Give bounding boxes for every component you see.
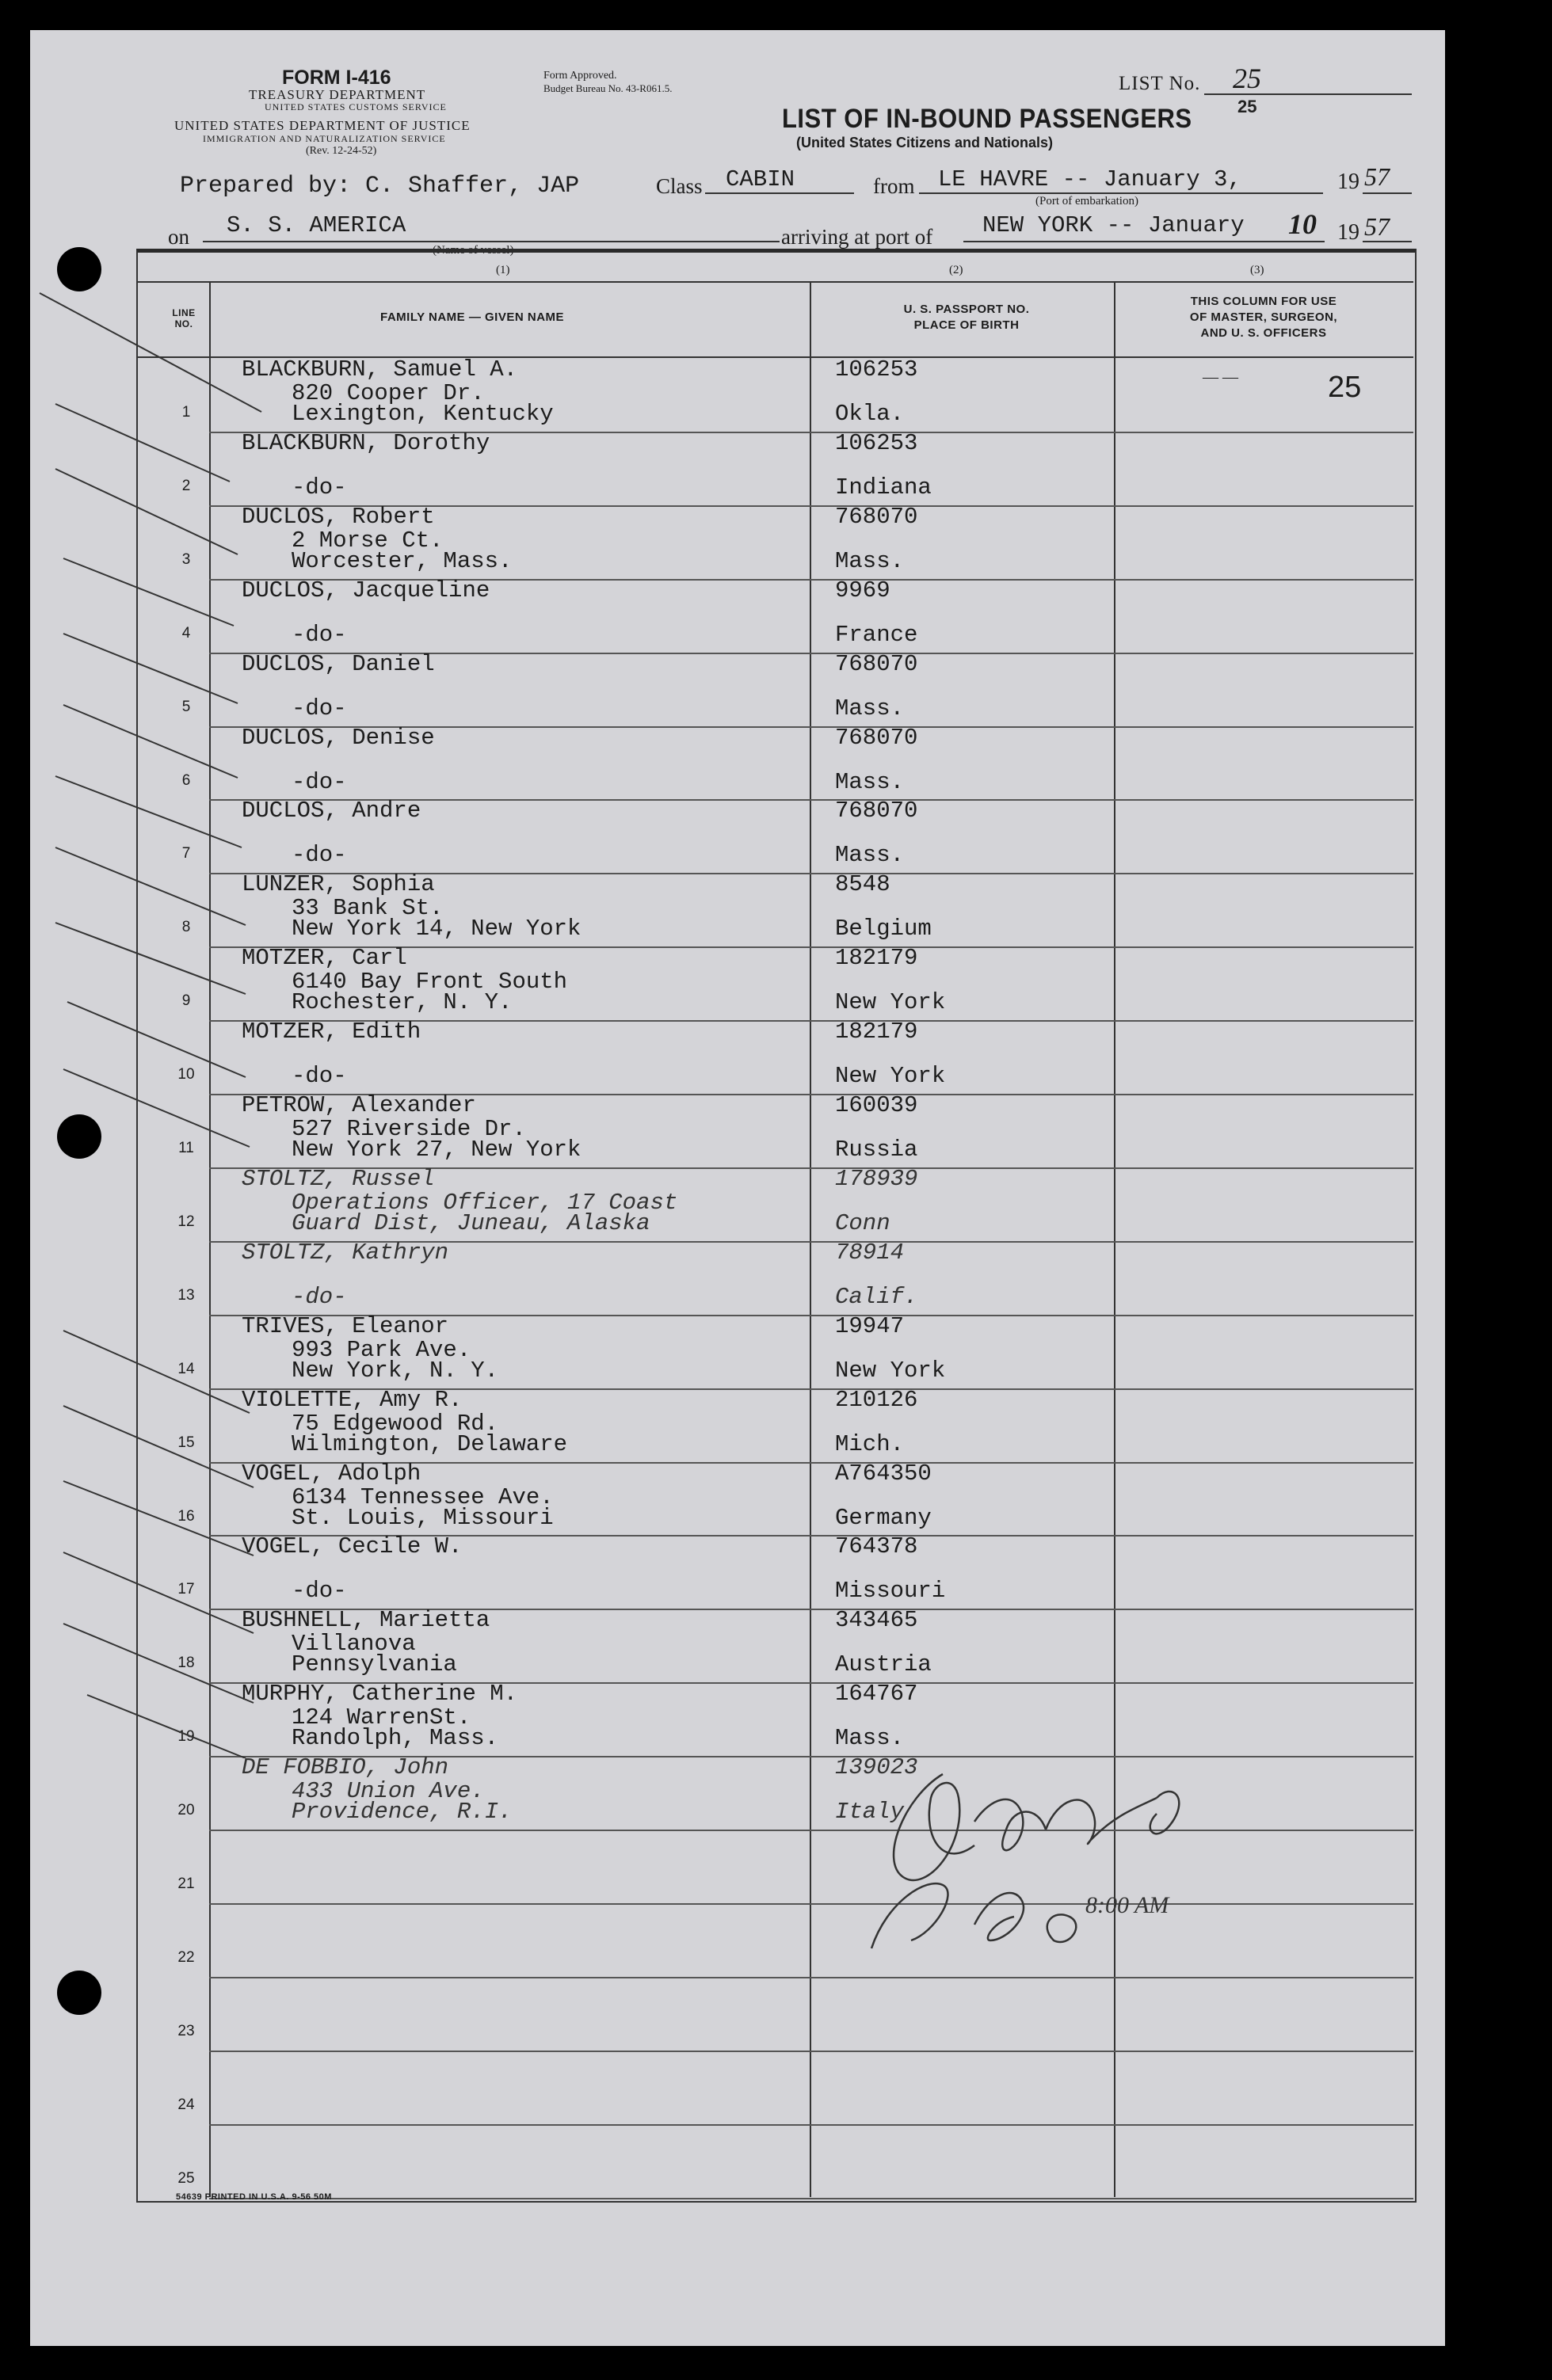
place-of-birth: Italy — [835, 1799, 905, 1826]
passport-number: 768070 — [835, 724, 918, 751]
vessel-underline — [203, 241, 780, 242]
header-top-line — [136, 281, 1413, 283]
passport-number: 182179 — [835, 945, 918, 972]
passenger-name: MOTZER, Carl — [242, 945, 407, 972]
place-of-birth: Mich. — [835, 1430, 905, 1457]
immigration-service: IMMIGRATION AND NATURALIZATION SERVICE — [203, 133, 446, 144]
place-of-birth: New York — [835, 989, 946, 1016]
class-underline — [705, 192, 854, 194]
passport-number: 764378 — [835, 1533, 918, 1560]
name-column-rule — [810, 281, 811, 2197]
passenger-address-line-2: Randolph, Mass. — [292, 1725, 499, 1752]
passport-number: 768070 — [835, 650, 918, 677]
passenger-address-line-2: New York, N. Y. — [292, 1357, 499, 1384]
place-of-birth: Belgium — [835, 916, 932, 942]
passenger-address-line-1: 75 Edgewood Rd. — [292, 1410, 499, 1437]
place-of-birth: Germany — [835, 1504, 932, 1531]
passenger-address-line-2: -do- — [292, 621, 347, 648]
passport-number: 164767 — [835, 1681, 918, 1708]
passenger-name: DUCLOS, Denise — [242, 724, 435, 751]
printing-footer: 54639 PRINTED IN U.S.A. 9-56 50M — [176, 2192, 332, 2202]
passport-number: 343465 — [835, 1607, 918, 1634]
place-of-birth: Austria — [835, 1651, 932, 1678]
list-no-underline — [1204, 93, 1412, 95]
line-number: 13 — [177, 1286, 195, 1304]
line-number: 8 — [181, 919, 191, 936]
passenger-address-line-1: 993 Park Ave. — [292, 1336, 471, 1363]
place-of-birth: Conn — [835, 1209, 890, 1236]
passenger-address-line-2: New York 14, New York — [292, 916, 582, 942]
header-officers-l1: THIS COLUMN FOR USE — [1190, 295, 1337, 308]
passport-number: 210126 — [835, 1386, 918, 1413]
document-subtitle: (United States Citizens and Nationals) — [796, 135, 1054, 150]
passport-number: 19947 — [835, 1312, 905, 1339]
line-number: 4 — [181, 624, 191, 642]
line-number: 21 — [177, 1875, 195, 1892]
line-number: 5 — [181, 698, 191, 715]
approval-line-1: Form Approved. — [543, 70, 617, 82]
passenger-name: DUCLOS, Robert — [242, 503, 435, 530]
line-number: 16 — [177, 1507, 195, 1525]
passenger-name: VOGEL, Adolph — [242, 1460, 421, 1487]
passenger-address-line-2: St. Louis, Missouri — [292, 1504, 554, 1531]
passenger-address-line-2: Worcester, Mass. — [292, 547, 513, 574]
line-number: 24 — [177, 2096, 195, 2113]
line-number: 25 — [177, 2169, 195, 2187]
line-number: 11 — [178, 1140, 194, 1156]
punch-hole — [57, 1971, 101, 2015]
row-divider — [209, 2198, 1413, 2199]
header-passport-l2: PLACE OF BIRTH — [913, 318, 1020, 332]
justice-department: UNITED STATES DEPARTMENT OF JUSTICE — [174, 118, 471, 133]
place-of-birth: Mass. — [835, 695, 905, 722]
passenger-name: DUCLOS, Andre — [242, 798, 421, 824]
line-number: 2 — [181, 477, 191, 494]
officer-note: 25 — [1328, 371, 1362, 404]
list-no-stamp: 25 — [1237, 97, 1257, 116]
header-family-name: FAMILY NAME — GIVEN NAME — [380, 310, 565, 324]
passenger-address-line-1: 6140 Bay Front South — [292, 969, 568, 996]
passport-number: 78914 — [835, 1239, 905, 1266]
class-value: CABIN — [726, 166, 795, 192]
passenger-address-line-1: 2 Morse Ct. — [292, 527, 444, 554]
passenger-address-line-2: Providence, R.I. — [292, 1799, 513, 1826]
line-number: 15 — [177, 1434, 195, 1451]
header-line-no: LINE NO. — [172, 307, 196, 329]
passenger-address-line-1: 6134 Tennessee Ave. — [292, 1483, 554, 1510]
passport-number: 768070 — [835, 503, 918, 530]
passenger-address-line-2: Rochester, N. Y. — [292, 989, 513, 1016]
form-number: FORM I-416 — [282, 67, 391, 89]
prepared-by: Prepared by: C. Shaffer, JAP — [180, 173, 580, 200]
place-of-birth: Missouri — [835, 1578, 946, 1605]
arrival-day: 10 — [1288, 208, 1317, 240]
passenger-address-line-1: 820 Cooper Dr. — [292, 380, 485, 406]
passenger-name: DE FOBBIO, John — [242, 1754, 449, 1781]
passenger-name: DUCLOS, Daniel — [242, 650, 435, 677]
passenger-name: STOLTZ, Kathryn — [242, 1239, 449, 1266]
passenger-name: BUSHNELL, Marietta — [242, 1607, 490, 1634]
header-officers-l3: AND U. S. OFFICERS — [1200, 326, 1327, 340]
passenger-address-line-1: 124 WarrenSt. — [292, 1704, 471, 1731]
passport-number: 178939 — [835, 1165, 918, 1192]
treasury-department: TREASURY DEPARTMENT — [249, 87, 426, 102]
passenger-name: MURPHY, Catherine M. — [242, 1681, 518, 1708]
document-title: LIST OF IN-BOUND PASSENGERS — [782, 103, 1192, 134]
passenger-address-line-2: Lexington, Kentucky — [292, 401, 554, 427]
place-of-birth: Mass. — [835, 547, 905, 574]
passenger-address-line-2: -do- — [292, 474, 347, 501]
place-of-birth: New York — [835, 1063, 946, 1090]
arrival-year-prefix: 19 — [1337, 220, 1359, 245]
line-number: 7 — [181, 845, 191, 863]
passport-number: 182179 — [835, 1019, 918, 1045]
row-divider — [209, 2051, 1413, 2052]
passenger-address-line-2: Pennsylvania — [292, 1651, 457, 1678]
passport-number: 106253 — [835, 356, 918, 383]
line-number: 17 — [177, 1581, 195, 1598]
passenger-name: TRIVES, Eleanor — [242, 1312, 449, 1339]
list-no-label: LIST No. — [1119, 73, 1201, 94]
passenger-address-line-1: 527 Riverside Dr. — [292, 1116, 526, 1142]
departure-year-prefix: 19 — [1337, 169, 1359, 194]
approval-line-2: Budget Bureau No. 43-R061.5. — [543, 82, 673, 94]
passport-number: A764350 — [835, 1460, 932, 1487]
line-number: 1 — [181, 404, 191, 421]
passport-number: 160039 — [835, 1092, 918, 1118]
passenger-name: DUCLOS, Jacqueline — [242, 577, 490, 604]
passenger-address-line-2: -do- — [292, 1063, 347, 1090]
line-number: 12 — [177, 1213, 195, 1230]
form-revision: (Rev. 12-24-52) — [306, 145, 377, 157]
line-number: 6 — [181, 771, 191, 789]
place-of-birth: Russia — [835, 1137, 918, 1163]
passenger-name: MOTZER, Edith — [242, 1019, 421, 1045]
departure-year: 57 — [1364, 162, 1390, 191]
passenger-address-line-2: -do- — [292, 1283, 347, 1310]
passport-number: 9969 — [835, 577, 890, 604]
passenger-address-line-2: New York 27, New York — [292, 1137, 582, 1163]
passenger-name: LUNZER, Sophia — [242, 871, 435, 898]
list-no-value: 25 — [1233, 63, 1261, 94]
port-caption: (Port of embarkation) — [1035, 195, 1138, 208]
class-label: Class — [656, 174, 703, 198]
passenger-name: BLACKBURN, Samuel A. — [242, 356, 518, 383]
passenger-address-line-2: -do- — [292, 768, 347, 795]
col-number-3: (3) — [1250, 264, 1264, 276]
passport-number: 139023 — [835, 1754, 918, 1781]
passenger-name: VIOLETTE, Amy R. — [242, 1386, 463, 1413]
place-of-birth: Mass. — [835, 842, 905, 869]
place-of-birth: New York — [835, 1357, 946, 1384]
vessel-name: S. S. AMERICA — [227, 212, 406, 238]
line-number: 23 — [177, 2022, 195, 2039]
line-number: 20 — [177, 1802, 195, 1819]
inspector-signature — [856, 1750, 1236, 1980]
line-number: 3 — [181, 550, 191, 568]
line-number: 22 — [177, 1948, 195, 1966]
passenger-address-line-2: Guard Dist, Juneau, Alaska — [292, 1209, 650, 1236]
arrival-year-underline — [1363, 241, 1412, 242]
passenger-address-line-1: Villanova — [292, 1631, 416, 1658]
passenger-name: BLACKBURN, Dorothy — [242, 429, 490, 456]
line-number: 19 — [177, 1728, 195, 1746]
passenger-address-line-1: Operations Officer, 17 Coast — [292, 1189, 678, 1216]
passport-number: 768070 — [835, 798, 918, 824]
passenger-address-line-1: 433 Union Ave. — [292, 1778, 485, 1805]
place-of-birth: Mass. — [835, 768, 905, 795]
passenger-address-line-2: -do- — [292, 842, 347, 869]
port-of-embarkation: LE HAVRE -- January 3, — [938, 166, 1241, 192]
passport-number: 8548 — [835, 871, 890, 898]
on-label: on — [168, 225, 189, 249]
vessel-caption: (Name of vessel) — [433, 244, 514, 257]
place-of-birth: France — [835, 621, 918, 648]
place-of-birth: Calif. — [835, 1283, 918, 1310]
line-number: 10 — [177, 1066, 195, 1083]
place-of-birth: Indiana — [835, 474, 932, 501]
header-passport-l1: U. S. PASSPORT NO. — [903, 303, 1030, 316]
arriving-label: arriving at port of — [781, 225, 933, 249]
col-number-1: (1) — [496, 264, 510, 276]
passenger-name: VOGEL, Cecile W. — [242, 1533, 463, 1560]
check-marks — [32, 285, 293, 1758]
place-of-birth: Mass. — [835, 1725, 905, 1752]
place-of-birth: Okla. — [835, 401, 905, 427]
passenger-address-line-1: 33 Bank St. — [292, 895, 444, 922]
line-number: 18 — [177, 1655, 195, 1672]
from-label: from — [873, 174, 915, 198]
passenger-address-line-2: -do- — [292, 695, 347, 722]
col-number-2: (2) — [949, 264, 963, 276]
line-number: 9 — [181, 992, 191, 1010]
signature-time: 8:00 AM — [1085, 1892, 1169, 1918]
arrival-year: 57 — [1364, 212, 1390, 241]
year-underline — [1363, 192, 1412, 194]
passenger-address-line-2: -do- — [292, 1578, 347, 1605]
header-officers-l2: OF MASTER, SURGEON, — [1189, 310, 1338, 324]
arrival-port: NEW YORK -- January — [982, 212, 1245, 238]
line-number: 14 — [177, 1360, 195, 1377]
from-underline — [919, 192, 1323, 194]
passport-number: 106253 — [835, 429, 918, 456]
customs-service: UNITED STATES CUSTOMS SERVICE — [265, 101, 447, 112]
passenger-address-line-2: Wilmington, Delaware — [292, 1430, 568, 1457]
passenger-name: PETROW, Alexander — [242, 1092, 476, 1118]
arrival-underline — [963, 241, 1325, 242]
passenger-name: STOLTZ, Russel — [242, 1165, 435, 1192]
row-divider — [209, 2124, 1413, 2126]
